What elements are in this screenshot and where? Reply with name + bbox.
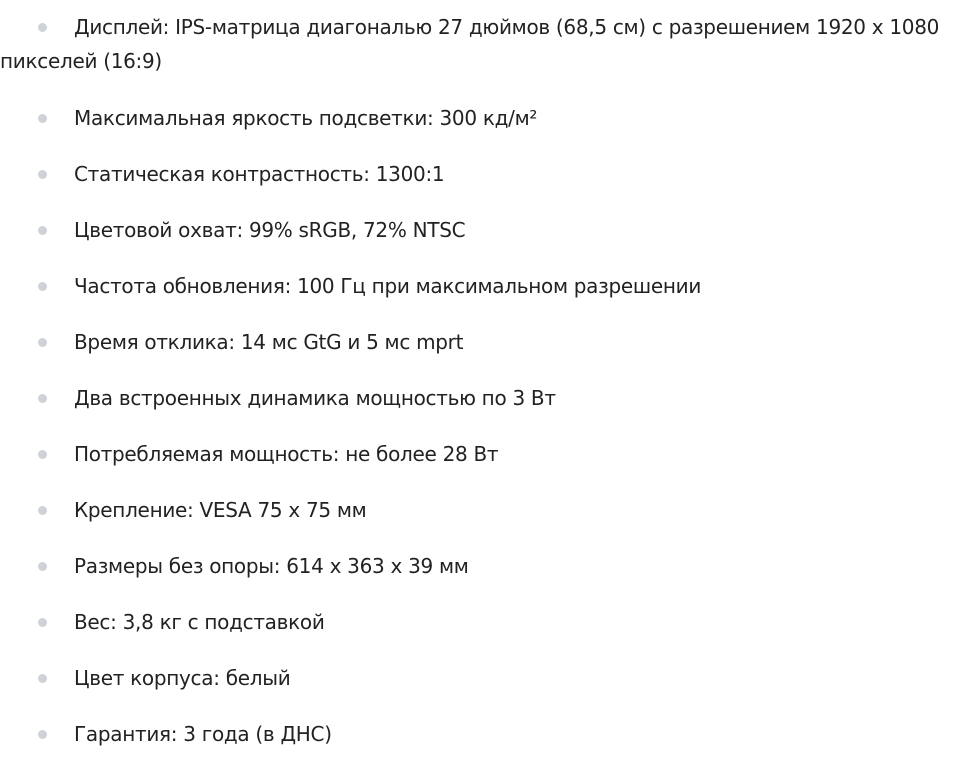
list-item: [0, 717, 950, 751]
spec-text: Размеры без опоры: 614 х 363 х 39 мм: [74, 554, 469, 578]
list-item: [0, 213, 950, 247]
list-item: [0, 325, 950, 359]
bullet-icon: [38, 226, 47, 235]
bullet-icon: [38, 282, 47, 291]
list-item: [0, 381, 950, 415]
bullet-icon: [38, 338, 47, 347]
spec-text: Потребляемая мощность: не более 28 Вт: [74, 442, 499, 466]
spec-text: Цвет корпуса: белый: [74, 666, 291, 690]
list-item: [0, 549, 950, 583]
list-item: [0, 101, 950, 135]
list-item: [0, 661, 950, 695]
bullet-icon: [38, 394, 47, 403]
bullet-icon: [38, 114, 47, 123]
spec-text: Частота обновления: 100 Гц при максимальном разрешении: [74, 274, 702, 298]
list-item: [0, 157, 950, 191]
spec-text: Время отклика: 14 мс GtG и 5 мс mprt: [74, 330, 464, 354]
spec-text: Вес: 3,8 кг с подставкой: [74, 610, 325, 634]
bullet-icon: [38, 674, 47, 683]
spec-text: Крепление: VESA 75 х 75 мм: [74, 498, 367, 522]
bullet-icon: [38, 506, 47, 515]
list-item: [0, 269, 950, 303]
bullet-icon: [38, 618, 47, 627]
spec-text: Гарантия: 3 года (в ДНС): [74, 722, 332, 746]
bullet-icon: [38, 23, 47, 32]
spec-text: Максимальная яркость подсветки: 300 кд/м²: [74, 106, 538, 130]
bullet-icon: [38, 562, 47, 571]
spec-text: Дисплей: IPS-матрица диагональю 27 дюймов (68,5 см) с разрешением 1920 х 1080 пикселей (16:9): [0, 15, 940, 73]
spec-text: Два встроенных динамика мощностью по 3 Вт: [74, 386, 556, 410]
spec-text: Статическая контрастность: 1300:1: [74, 162, 445, 186]
list-item: [0, 605, 950, 639]
bullet-icon: [38, 170, 47, 179]
bullet-icon: [38, 730, 47, 739]
list-item: [0, 10, 950, 78]
bullet-icon: [38, 450, 47, 459]
list-item: [0, 437, 950, 471]
spec-text: Цветовой охват: 99% sRGB, 72% NTSC: [74, 218, 466, 242]
list-item: [0, 493, 950, 527]
